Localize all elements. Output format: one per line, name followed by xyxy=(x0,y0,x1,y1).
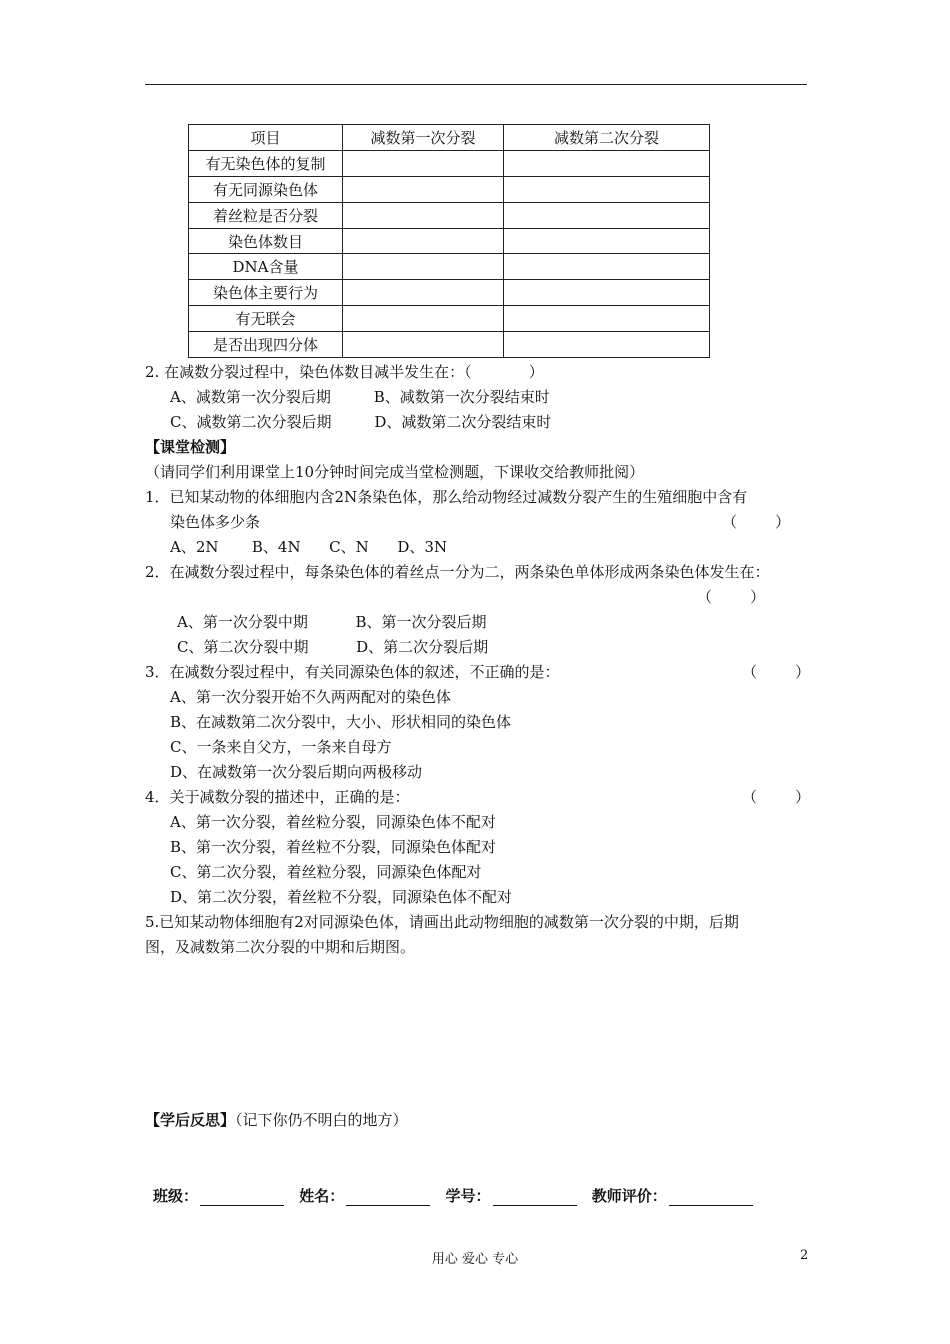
table-header-row xyxy=(189,125,710,151)
answer-paren: （ ） xyxy=(697,588,766,606)
table-header-cell: 减数第二次分裂 xyxy=(504,125,710,151)
question-5-line-2: 图，及减数第二次分裂的中期和后期图。 xyxy=(145,938,416,956)
answer-cell xyxy=(504,202,710,228)
answer-cell xyxy=(343,332,504,358)
name-label: 姓名： xyxy=(299,1187,345,1205)
class-label: 班级： xyxy=(153,1187,199,1205)
answer-cell xyxy=(504,254,710,280)
pre-question-2-options-cd: C、减数第二次分裂后期 D、减数第二次分裂结束时 xyxy=(170,413,552,431)
pre-question-2-options-ab: A、减数第一次分裂后期 B、减数第一次分裂结束时 xyxy=(170,388,550,406)
answer-cell xyxy=(343,202,504,228)
answer-cell xyxy=(343,150,504,176)
table-row xyxy=(189,202,710,228)
row-label: 有无联会 xyxy=(189,306,343,332)
id-blank[interactable] xyxy=(493,1189,577,1206)
question-1-line-1: 1．已知某动物的体细胞内含2N条染色体，那么给动物经过减数分裂产生的生殖细胞中含有 xyxy=(145,488,748,506)
footer-text: 用心 爱心 专心 xyxy=(431,1252,519,1267)
row-label: 有无同源染色体 xyxy=(189,176,343,202)
row-label: 染色体主要行为 xyxy=(189,280,343,306)
answer-cell xyxy=(343,280,504,306)
teacher-blank[interactable] xyxy=(669,1189,753,1206)
comparison-table xyxy=(188,124,710,358)
answer-paren: （ ） xyxy=(722,513,791,531)
question-4-stem: 4．关于减数分裂的描述中，正确的是： xyxy=(145,788,410,806)
reflection-title: 【学后反思】 xyxy=(145,1111,236,1129)
answer-cell xyxy=(504,150,710,176)
answer-cell xyxy=(504,280,710,306)
answer-cell xyxy=(504,306,710,332)
name-blank[interactable] xyxy=(346,1189,430,1206)
question-2-options-cd: C、第二次分裂中期 D、第二次分裂后期 xyxy=(177,638,489,656)
question-4-option-b: B、第一次分裂，着丝粒不分裂，同源染色体配对 xyxy=(170,838,497,856)
row-label: 是否出现四分体 xyxy=(189,332,343,358)
table-row xyxy=(189,228,710,254)
header-rule xyxy=(145,84,807,85)
reflection-line xyxy=(145,1110,408,1130)
table-row xyxy=(189,280,710,306)
question-4-option-a: A、第一次分裂，着丝粒分裂，同源染色体不配对 xyxy=(170,813,496,831)
teacher-label: 教师评价： xyxy=(591,1187,667,1205)
section-title: 【课堂检测】 xyxy=(145,438,236,456)
question-3-option-d: D、在减数第一次分裂后期向两极移动 xyxy=(170,763,423,781)
answer-cell xyxy=(504,332,710,358)
row-label: 染色体数目 xyxy=(189,228,343,254)
question-3-option-a: A、第一次分裂开始不久两两配对的染色体 xyxy=(170,688,451,706)
row-label: 着丝粒是否分裂 xyxy=(189,202,343,228)
page-number: 2 xyxy=(800,1248,809,1263)
question-3-stem: 3．在减数分裂过程中，有关同源染色体的叙述，不正确的是： xyxy=(145,663,560,681)
answer-cell xyxy=(343,176,504,202)
table-row xyxy=(189,254,710,280)
pre-question-2-stem: 2. 在减数分裂过程中，染色体数目减半发生在：（ ） xyxy=(145,363,544,381)
answer-cell xyxy=(343,254,504,280)
answer-cell xyxy=(504,176,710,202)
question-4-option-d: D、第二次分裂，着丝粒不分裂，同源染色体不配对 xyxy=(170,888,513,906)
question-1-options: A、2N B、4N C、N D、3N xyxy=(170,538,448,556)
answer-paren: （ ） xyxy=(742,663,811,681)
table-row xyxy=(189,176,710,202)
question-2-stem: 2．在减数分裂过程中，每条染色体的着丝点一分为二，两条染色单体形成两条染色体发生在： xyxy=(145,563,770,581)
row-label: DNA含量 xyxy=(189,254,343,280)
question-3-option-c: C、一条来自父方，一条来自母方 xyxy=(170,738,392,756)
question-4-option-c: C、第二次分裂，着丝粒分裂，同源染色体配对 xyxy=(170,863,482,881)
answer-cell xyxy=(343,306,504,332)
answer-cell xyxy=(343,228,504,254)
question-3-option-b: B、在减数第二次分裂中，大小、形状相同的染色体 xyxy=(170,713,512,731)
id-label: 学号： xyxy=(445,1187,491,1205)
table-row xyxy=(189,332,710,358)
question-5-line-1: 5.已知某动物体细胞有2对同源染色体，请画出此动物细胞的减数第一次分裂的中期，后期 xyxy=(145,913,739,931)
table-row xyxy=(189,150,710,176)
row-label: 有无染色体的复制 xyxy=(189,150,343,176)
table-header-cell: 减数第一次分裂 xyxy=(343,125,504,151)
reflection-note: （记下你仍不明白的地方） xyxy=(235,1111,408,1129)
question-1-line-2: 染色体多少条 xyxy=(170,513,261,531)
sign-row xyxy=(153,1185,763,1206)
question-2-options-ab: A、第一次分裂中期 B、第一次分裂后期 xyxy=(177,613,487,631)
table-header-cell: 项目 xyxy=(189,125,343,151)
answer-paren: （ ） xyxy=(742,788,811,806)
class-blank[interactable] xyxy=(200,1189,284,1206)
section-note: （请同学们利用课堂上10分钟时间完成当堂检测题，下课收交给教师批阅） xyxy=(145,463,645,481)
table-row xyxy=(189,306,710,332)
answer-cell xyxy=(504,228,710,254)
